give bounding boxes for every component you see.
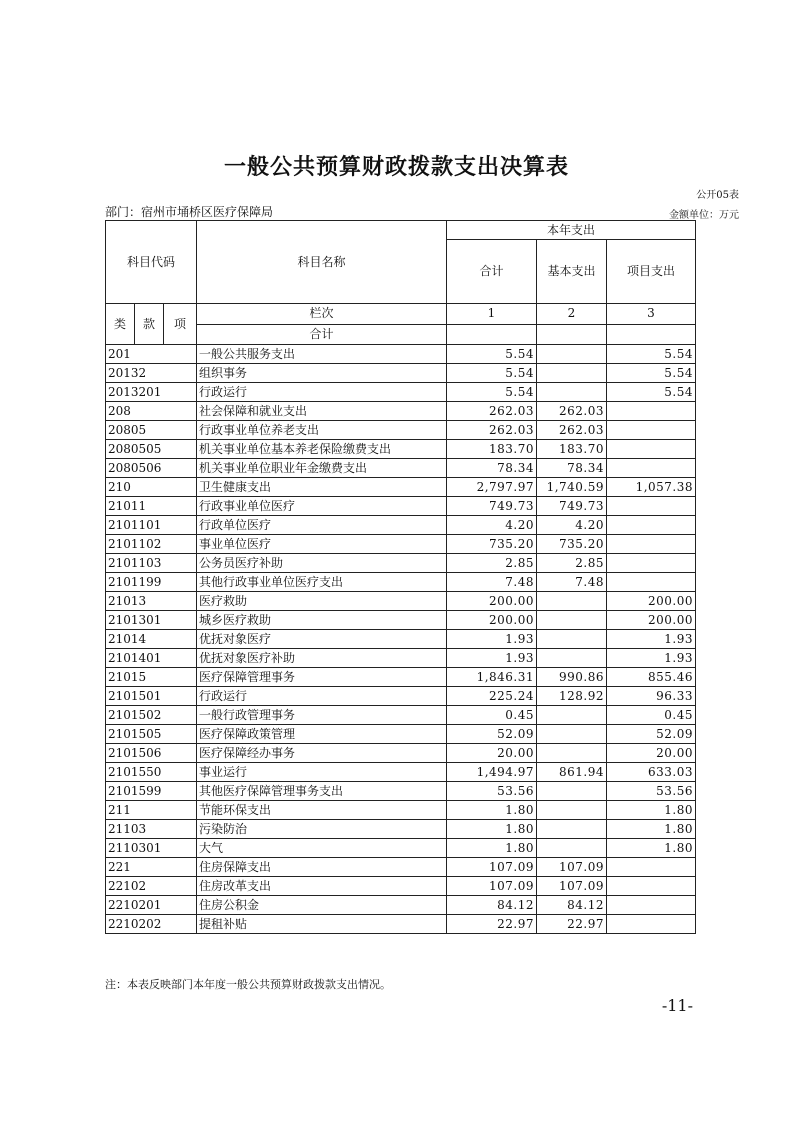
total-cell: 7.48 bbox=[447, 573, 537, 592]
subject-name-cell: 优抚对象医疗补助 bbox=[197, 649, 447, 668]
table-row bbox=[106, 820, 696, 839]
heji-basic-cell bbox=[537, 324, 607, 345]
subject-code-cell: 2101505 bbox=[106, 725, 197, 744]
basic-cell: 107.09 bbox=[537, 858, 607, 877]
subject-code-cell: 2210201 bbox=[106, 896, 197, 915]
subject-code-cell: 2101501 bbox=[106, 687, 197, 706]
table-row bbox=[106, 516, 696, 535]
subject-code-cell: 21103 bbox=[106, 820, 197, 839]
project-cell bbox=[607, 915, 696, 934]
subject-name-cell: 医疗保障管理事务 bbox=[197, 668, 447, 687]
basic-cell: 84.12 bbox=[537, 896, 607, 915]
subject-name-cell: 社会保障和就业支出 bbox=[197, 402, 447, 421]
basic-cell: 1,740.59 bbox=[537, 478, 607, 497]
total-cell: 200.00 bbox=[447, 592, 537, 611]
total-cell: 107.09 bbox=[447, 877, 537, 896]
basic-cell: 78.34 bbox=[537, 459, 607, 478]
subject-name-cell: 节能环保支出 bbox=[197, 801, 447, 820]
total-cell: 262.03 bbox=[447, 421, 537, 440]
header-kuan: 款 bbox=[135, 304, 164, 345]
table-row bbox=[106, 421, 696, 440]
subject-code-cell: 2101103 bbox=[106, 554, 197, 573]
table-note: 注：本表反映部门本年度一般公共预算财政拨款支出情况。 bbox=[105, 978, 391, 991]
project-cell: 52.09 bbox=[607, 725, 696, 744]
table-row bbox=[106, 763, 696, 782]
subject-name-cell: 城乡医疗救助 bbox=[197, 611, 447, 630]
project-cell: 200.00 bbox=[607, 592, 696, 611]
subject-name-cell: 行政运行 bbox=[197, 687, 447, 706]
project-cell: 5.54 bbox=[607, 383, 696, 402]
project-cell: 855.46 bbox=[607, 668, 696, 687]
table-row bbox=[106, 459, 696, 478]
subject-code-cell: 20132 bbox=[106, 364, 197, 383]
project-cell bbox=[607, 459, 696, 478]
subject-name-cell: 住房改革支出 bbox=[197, 877, 447, 896]
project-cell: 20.00 bbox=[607, 744, 696, 763]
subject-code-cell: 21014 bbox=[106, 630, 197, 649]
table-row bbox=[106, 535, 696, 554]
subject-name-cell: 事业单位医疗 bbox=[197, 535, 447, 554]
header-subject-code: 科目代码 bbox=[106, 221, 197, 304]
project-cell bbox=[607, 516, 696, 535]
total-cell: 1.80 bbox=[447, 820, 537, 839]
subject-name-cell: 污染防治 bbox=[197, 820, 447, 839]
department-label: 部门：宿州市埇桥区医疗保障局 bbox=[105, 205, 274, 219]
basic-cell bbox=[537, 383, 607, 402]
total-cell: 84.12 bbox=[447, 896, 537, 915]
total-cell: 262.03 bbox=[447, 402, 537, 421]
project-cell: 1.93 bbox=[607, 630, 696, 649]
subject-code-cell: 2101502 bbox=[106, 706, 197, 725]
header-row-1 bbox=[106, 221, 696, 240]
header-lei: 类 bbox=[106, 304, 135, 345]
subject-code-cell: 201 bbox=[106, 345, 197, 364]
table-row bbox=[106, 592, 696, 611]
basic-cell bbox=[537, 839, 607, 858]
basic-cell: 107.09 bbox=[537, 877, 607, 896]
header-year-expense: 本年支出 bbox=[447, 221, 696, 240]
project-cell bbox=[607, 535, 696, 554]
subject-name-cell: 机关事业单位基本养老保险缴费支出 bbox=[197, 440, 447, 459]
total-cell: 735.20 bbox=[447, 535, 537, 554]
subject-name-cell: 行政运行 bbox=[197, 383, 447, 402]
table-row bbox=[106, 668, 696, 687]
subject-name-cell: 住房保障支出 bbox=[197, 858, 447, 877]
total-cell: 2,797.97 bbox=[447, 478, 537, 497]
project-cell bbox=[607, 573, 696, 592]
expenditure-table bbox=[105, 220, 696, 934]
basic-cell: 735.20 bbox=[537, 535, 607, 554]
subject-name-cell: 医疗救助 bbox=[197, 592, 447, 611]
basic-cell: 128.92 bbox=[537, 687, 607, 706]
subject-code-cell: 2080505 bbox=[106, 440, 197, 459]
total-cell: 1,494.97 bbox=[447, 763, 537, 782]
table-row bbox=[106, 896, 696, 915]
form-number: 公开05表 bbox=[696, 190, 739, 201]
project-cell bbox=[607, 497, 696, 516]
total-cell: 1.80 bbox=[447, 801, 537, 820]
project-cell bbox=[607, 402, 696, 421]
subject-name-cell: 机关事业单位职业年金缴费支出 bbox=[197, 459, 447, 478]
project-cell: 1,057.38 bbox=[607, 478, 696, 497]
subject-name-cell: 医疗保障经办事务 bbox=[197, 744, 447, 763]
basic-cell bbox=[537, 820, 607, 839]
header-basic: 基本支出 bbox=[537, 240, 607, 304]
project-cell: 200.00 bbox=[607, 611, 696, 630]
total-cell: 0.45 bbox=[447, 706, 537, 725]
header-total: 合计 bbox=[447, 240, 537, 304]
basic-cell bbox=[537, 649, 607, 668]
project-cell: 5.54 bbox=[607, 364, 696, 383]
project-cell: 1.93 bbox=[607, 649, 696, 668]
table-row bbox=[106, 440, 696, 459]
project-cell: 96.33 bbox=[607, 687, 696, 706]
subject-name-cell: 行政事业单位养老支出 bbox=[197, 421, 447, 440]
header-heji: 合计 bbox=[197, 324, 447, 345]
header-col-2: 2 bbox=[537, 304, 607, 325]
project-cell bbox=[607, 896, 696, 915]
subject-name-cell: 提租补贴 bbox=[197, 915, 447, 934]
total-cell: 1,846.31 bbox=[447, 668, 537, 687]
table-row bbox=[106, 611, 696, 630]
header-project: 项目支出 bbox=[607, 240, 696, 304]
total-cell: 5.54 bbox=[447, 345, 537, 364]
subject-code-cell: 22102 bbox=[106, 877, 197, 896]
table-row bbox=[106, 383, 696, 402]
basic-cell: 4.20 bbox=[537, 516, 607, 535]
subject-name-cell: 卫生健康支出 bbox=[197, 478, 447, 497]
basic-cell bbox=[537, 611, 607, 630]
total-cell: 1.93 bbox=[447, 630, 537, 649]
subject-code-cell: 2101401 bbox=[106, 649, 197, 668]
total-cell: 200.00 bbox=[447, 611, 537, 630]
subject-code-cell: 208 bbox=[106, 402, 197, 421]
project-cell bbox=[607, 440, 696, 459]
subject-code-cell: 2080506 bbox=[106, 459, 197, 478]
total-cell: 22.97 bbox=[447, 915, 537, 934]
table-row bbox=[106, 687, 696, 706]
subject-name-cell: 一般行政管理事务 bbox=[197, 706, 447, 725]
basic-cell: 861.94 bbox=[537, 763, 607, 782]
total-cell: 78.34 bbox=[447, 459, 537, 478]
table-row bbox=[106, 649, 696, 668]
subject-code-cell: 2013201 bbox=[106, 383, 197, 402]
subject-name-cell: 行政事业单位医疗 bbox=[197, 497, 447, 516]
basic-cell bbox=[537, 744, 607, 763]
subject-code-cell: 2101101 bbox=[106, 516, 197, 535]
subject-code-cell: 2101599 bbox=[106, 782, 197, 801]
subject-name-cell: 行政单位医疗 bbox=[197, 516, 447, 535]
project-cell: 0.45 bbox=[607, 706, 696, 725]
subject-code-cell: 21011 bbox=[106, 497, 197, 516]
header-xiang: 项 bbox=[164, 304, 197, 345]
table-row bbox=[106, 725, 696, 744]
heji-total-cell bbox=[447, 324, 537, 345]
subject-name-cell: 一般公共服务支出 bbox=[197, 345, 447, 364]
basic-cell: 183.70 bbox=[537, 440, 607, 459]
project-cell: 53.56 bbox=[607, 782, 696, 801]
subject-name-cell: 优抚对象医疗 bbox=[197, 630, 447, 649]
basic-cell bbox=[537, 706, 607, 725]
subject-name-cell: 大气 bbox=[197, 839, 447, 858]
basic-cell bbox=[537, 592, 607, 611]
basic-cell: 22.97 bbox=[537, 915, 607, 934]
subject-name-cell: 医疗保障政策管理 bbox=[197, 725, 447, 744]
subject-code-cell: 21013 bbox=[106, 592, 197, 611]
table-row bbox=[106, 497, 696, 516]
total-cell: 5.54 bbox=[447, 364, 537, 383]
subject-name-cell: 其他医疗保障管理事务支出 bbox=[197, 782, 447, 801]
total-cell: 53.56 bbox=[447, 782, 537, 801]
project-cell bbox=[607, 877, 696, 896]
total-cell: 20.00 bbox=[447, 744, 537, 763]
project-cell bbox=[607, 421, 696, 440]
basic-cell bbox=[537, 364, 607, 383]
subject-code-cell: 2101550 bbox=[106, 763, 197, 782]
subject-code-cell: 2110301 bbox=[106, 839, 197, 858]
table-row bbox=[106, 478, 696, 497]
table-row bbox=[106, 345, 696, 364]
basic-cell: 262.03 bbox=[537, 421, 607, 440]
total-cell: 225.24 bbox=[447, 687, 537, 706]
basic-cell bbox=[537, 801, 607, 820]
subject-code-cell: 2210202 bbox=[106, 915, 197, 934]
subject-code-cell: 211 bbox=[106, 801, 197, 820]
subject-name-cell: 公务员医疗补助 bbox=[197, 554, 447, 573]
project-cell: 5.54 bbox=[607, 345, 696, 364]
table-row bbox=[106, 402, 696, 421]
subject-code-cell: 21015 bbox=[106, 668, 197, 687]
project-cell: 1.80 bbox=[607, 820, 696, 839]
table-row bbox=[106, 630, 696, 649]
table-row bbox=[106, 858, 696, 877]
table-row bbox=[106, 744, 696, 763]
total-cell: 183.70 bbox=[447, 440, 537, 459]
subject-code-cell: 2101102 bbox=[106, 535, 197, 554]
project-cell bbox=[607, 858, 696, 877]
subject-name-cell: 住房公积金 bbox=[197, 896, 447, 915]
total-cell: 1.80 bbox=[447, 839, 537, 858]
basic-cell: 990.86 bbox=[537, 668, 607, 687]
total-cell: 1.93 bbox=[447, 649, 537, 668]
project-cell: 633.03 bbox=[607, 763, 696, 782]
basic-cell: 262.03 bbox=[537, 402, 607, 421]
amount-unit-label: 金额单位：万元 bbox=[669, 210, 739, 221]
header-col-3: 3 bbox=[607, 304, 696, 325]
header-subject-name: 科目名称 bbox=[197, 221, 447, 304]
basic-cell: 749.73 bbox=[537, 497, 607, 516]
subject-code-cell: 2101506 bbox=[106, 744, 197, 763]
subject-code-cell: 221 bbox=[106, 858, 197, 877]
header-col-1: 1 bbox=[447, 304, 537, 325]
table-row bbox=[106, 877, 696, 896]
subject-name-cell: 事业运行 bbox=[197, 763, 447, 782]
subject-code-cell: 210 bbox=[106, 478, 197, 497]
table-row bbox=[106, 915, 696, 934]
table-row bbox=[106, 554, 696, 573]
table-row bbox=[106, 801, 696, 820]
table-row bbox=[106, 706, 696, 725]
subject-code-cell: 2101301 bbox=[106, 611, 197, 630]
table-row bbox=[106, 573, 696, 592]
project-cell bbox=[607, 554, 696, 573]
basic-cell bbox=[537, 725, 607, 744]
subject-code-cell: 20805 bbox=[106, 421, 197, 440]
total-cell: 4.20 bbox=[447, 516, 537, 535]
basic-cell: 2.85 bbox=[537, 554, 607, 573]
subject-code-cell: 2101199 bbox=[106, 573, 197, 592]
basic-cell bbox=[537, 345, 607, 364]
page-title: 一般公共预算财政拨款支出决算表 bbox=[223, 154, 569, 180]
header-lanci: 栏次 bbox=[197, 304, 447, 325]
table-row bbox=[106, 782, 696, 801]
page-number: -11- bbox=[661, 996, 693, 1015]
heji-project-cell bbox=[607, 324, 696, 345]
total-cell: 2.85 bbox=[447, 554, 537, 573]
basic-cell bbox=[537, 782, 607, 801]
subject-name-cell: 组织事务 bbox=[197, 364, 447, 383]
total-cell: 52.09 bbox=[447, 725, 537, 744]
basic-cell: 7.48 bbox=[537, 573, 607, 592]
table-row bbox=[106, 839, 696, 858]
table-row bbox=[106, 364, 696, 383]
total-cell: 5.54 bbox=[447, 383, 537, 402]
total-cell: 107.09 bbox=[447, 858, 537, 877]
project-cell: 1.80 bbox=[607, 839, 696, 858]
subject-name-cell: 其他行政事业单位医疗支出 bbox=[197, 573, 447, 592]
total-cell: 749.73 bbox=[447, 497, 537, 516]
header-row-3 bbox=[106, 304, 696, 325]
project-cell: 1.80 bbox=[607, 801, 696, 820]
basic-cell bbox=[537, 630, 607, 649]
